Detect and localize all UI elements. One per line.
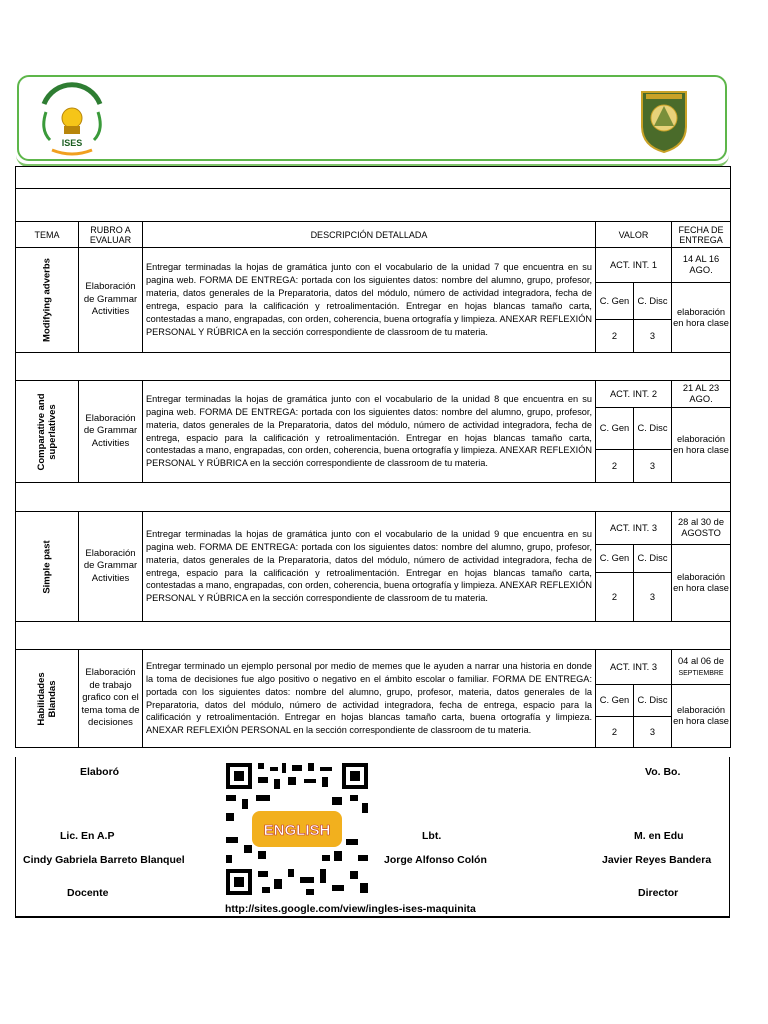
person1-role: Docente	[67, 887, 109, 899]
tema-label: Habilidades Blandas	[36, 671, 58, 726]
signature-footer	[15, 757, 730, 918]
act-label: ACT. INT. 3	[596, 512, 672, 545]
header-row	[16, 222, 731, 248]
title-blank-row	[16, 189, 731, 222]
cdisc-value: 3	[634, 320, 672, 353]
cgen-value: 2	[596, 573, 634, 622]
col-rubro: RUBRO A EVALUAR	[79, 222, 143, 248]
tema-label: Simple past	[41, 539, 53, 594]
cgen-value: 2	[596, 320, 634, 353]
tema-cell	[16, 248, 79, 353]
svg-text:ISES: ISES	[61, 138, 83, 148]
table-row	[16, 512, 731, 545]
spacer-row	[16, 622, 731, 650]
fecha-note: elaboración en hora clase	[672, 283, 731, 353]
cgen-label: C. Gen	[596, 283, 634, 320]
fecha-cell: 28 al 30 de AGOSTO	[672, 512, 731, 545]
tema-label: Comparative and superlatives	[36, 392, 58, 471]
fecha-note: elaboración en hora clase	[672, 408, 731, 483]
description-cell: Entregar terminadas la hojas de gramática junto con el vocabulario de la unidad 8 que encuentra en su pagina web. FORMA DE ENTREGA: portada con los siguientes datos: nombre del alumno, grupo, profesor, materia, datos generales de la Preparatoria, datos del módulo, número de actividad integradora, fecha de entrega, espacio para la calificación y retroalimentación. Entregar en hojas blancas tamaño carta, contestadas a mano, engrapadas, con orden, coherencia, buena ortografía y limpieza. ANEXAR REFLEXIÓN PERSONAL Y RÚBRICA en la sección correspondiente de classroom de tu materia.	[143, 381, 596, 483]
act-label: ACT. INT. 3	[596, 650, 672, 685]
school-logo-left	[34, 82, 110, 158]
person3-role: Director	[638, 887, 679, 899]
cgen-value: 2	[596, 717, 634, 748]
act-label: ACT. INT. 2	[596, 381, 672, 408]
site-url-link[interactable]: http://sites.google.com/view/ingles-ises-maquinita	[225, 903, 476, 915]
col-tema: TEMA	[16, 222, 79, 248]
rubro-cell: Elaboración de Grammar Activities	[79, 512, 143, 622]
person1-title: Lic. En A.P	[60, 830, 115, 842]
qr-label: ENGLISH	[263, 822, 331, 839]
fecha-cell: 04 al 06 de SEPTIEMBRE	[672, 650, 731, 685]
elaboro-label: Elaboró	[80, 766, 120, 778]
cgen-value: 2	[596, 450, 634, 483]
qr-code-image[interactable]	[222, 759, 372, 899]
fecha-note: elaboración en hora clase	[672, 545, 731, 622]
col-descripcion: DESCRIPCIÓN DETALLADA	[143, 222, 596, 248]
col-valor: VALOR	[596, 222, 672, 248]
cdisc-label: C. Disc	[634, 283, 672, 320]
cgen-label: C. Gen	[596, 685, 634, 717]
description-cell: Entregar terminadas la hojas de gramática junto con el vocabulario de la unidad 9 que encuentra en su pagina web. FORMA DE ENTREGA: portada con los siguientes datos: nombre del alumno, grupo, profesor, materia, datos generales de la Preparatoria, datos del módulo, número de actividad integradora, fecha de entrega, espacio para la calificación y retroalimentación. Entregar en hojas blancas tamaño carta, contestadas a mano, engrapadas, con orden, coherencia, buena ortografía y limpieza. ANEXAR REFLEXIÓN PERSONAL Y RÚBRICA en la sección correspondiente de classroom de tu materia.	[143, 512, 596, 622]
table-row	[16, 381, 731, 408]
cdisc-label: C. Disc	[634, 408, 672, 450]
rubro-cell: Elaboración de trabajo grafico con el tema toma de decisiones	[79, 650, 143, 748]
person2-title: Lbt.	[422, 830, 442, 842]
tema-label: Modifying adverbs	[41, 258, 53, 342]
spacer-row	[16, 353, 731, 381]
table-row	[16, 650, 731, 685]
description-cell: Entregar terminado un ejemplo personal por medio de memes que le ayuden a narrar una historia en donde la toma de decisiones fue algo positivo o negativo en el ámbito escolar o familiar. FORMA DE ENTREGA: portada con los siguientes datos: nombre del alumno, grupo, profesor, materia, datos generales de la Preparatoria, datos del módulo, número de actividad integradora, fecha de entrega, espacio para la calificación y retroalimentación. Entregar en hojas blancas tamaño carta, buena ortografía y limpieza. ANEXAR REFLEXIÓN PERSONAL en la sección correspondiente de classroom de tu materia.	[143, 650, 596, 748]
person1-name: Cindy Gabriela Barreto Blanquel	[23, 854, 185, 866]
tema-cell	[16, 512, 79, 622]
tema-cell	[16, 381, 79, 483]
fecha-cell: 14 AL 16 AGO.	[672, 248, 731, 283]
rubro-cell: Elaboración de Grammar Activities	[79, 381, 143, 483]
cdisc-label: C. Disc	[634, 545, 672, 573]
cdisc-value: 3	[634, 450, 672, 483]
person3-name: Javier Reyes Bandera	[602, 854, 712, 866]
rubro-cell: Elaboración de Grammar Activities	[79, 248, 143, 353]
vobo-label: Vo. Bo.	[645, 766, 681, 778]
cdisc-label: C. Disc	[634, 685, 672, 717]
description-cell: Entregar terminadas la hojas de gramática junto con el vocabulario de la unidad 7 que encuentra en su pagina web. FORMA DE ENTREGA: portada con los siguientes datos: nombre del alumno, grupo, profesor, materia, datos generales de la Preparatoria, datos del módulo, número de actividad integradora, fecha de entrega, espacio para la calificación y retroalimentación. Entregar en hojas blancas tamaño carta, contestadas a mano, engrapadas, con orden, coherencia, buena ortografía y limpieza. ANEXAR REFLEXIÓN PERSONAL Y RÚBRICA en la sección correspondiente de classroom de tu materia.	[143, 248, 596, 353]
fecha-note: elaboración en hora clase	[672, 685, 731, 748]
activities-table	[15, 166, 731, 748]
person2-name: Jorge Alfonso Colón	[384, 854, 487, 866]
col-fecha: FECHA DE ENTREGA	[672, 222, 731, 248]
act-label: ACT. INT. 1	[596, 248, 672, 283]
cgen-label: C. Gen	[596, 408, 634, 450]
top-blank-row	[16, 167, 731, 189]
header-banner	[17, 75, 727, 161]
cdisc-value: 3	[634, 717, 672, 748]
table-row	[16, 248, 731, 283]
shield-emblem-right	[638, 84, 690, 154]
tema-cell	[16, 650, 79, 748]
cdisc-value: 3	[634, 573, 672, 622]
cgen-label: C. Gen	[596, 545, 634, 573]
fecha-cell: 21 AL 23 AGO.	[672, 381, 731, 408]
person3-title: M. en Edu	[634, 830, 684, 842]
spacer-row	[16, 483, 731, 512]
